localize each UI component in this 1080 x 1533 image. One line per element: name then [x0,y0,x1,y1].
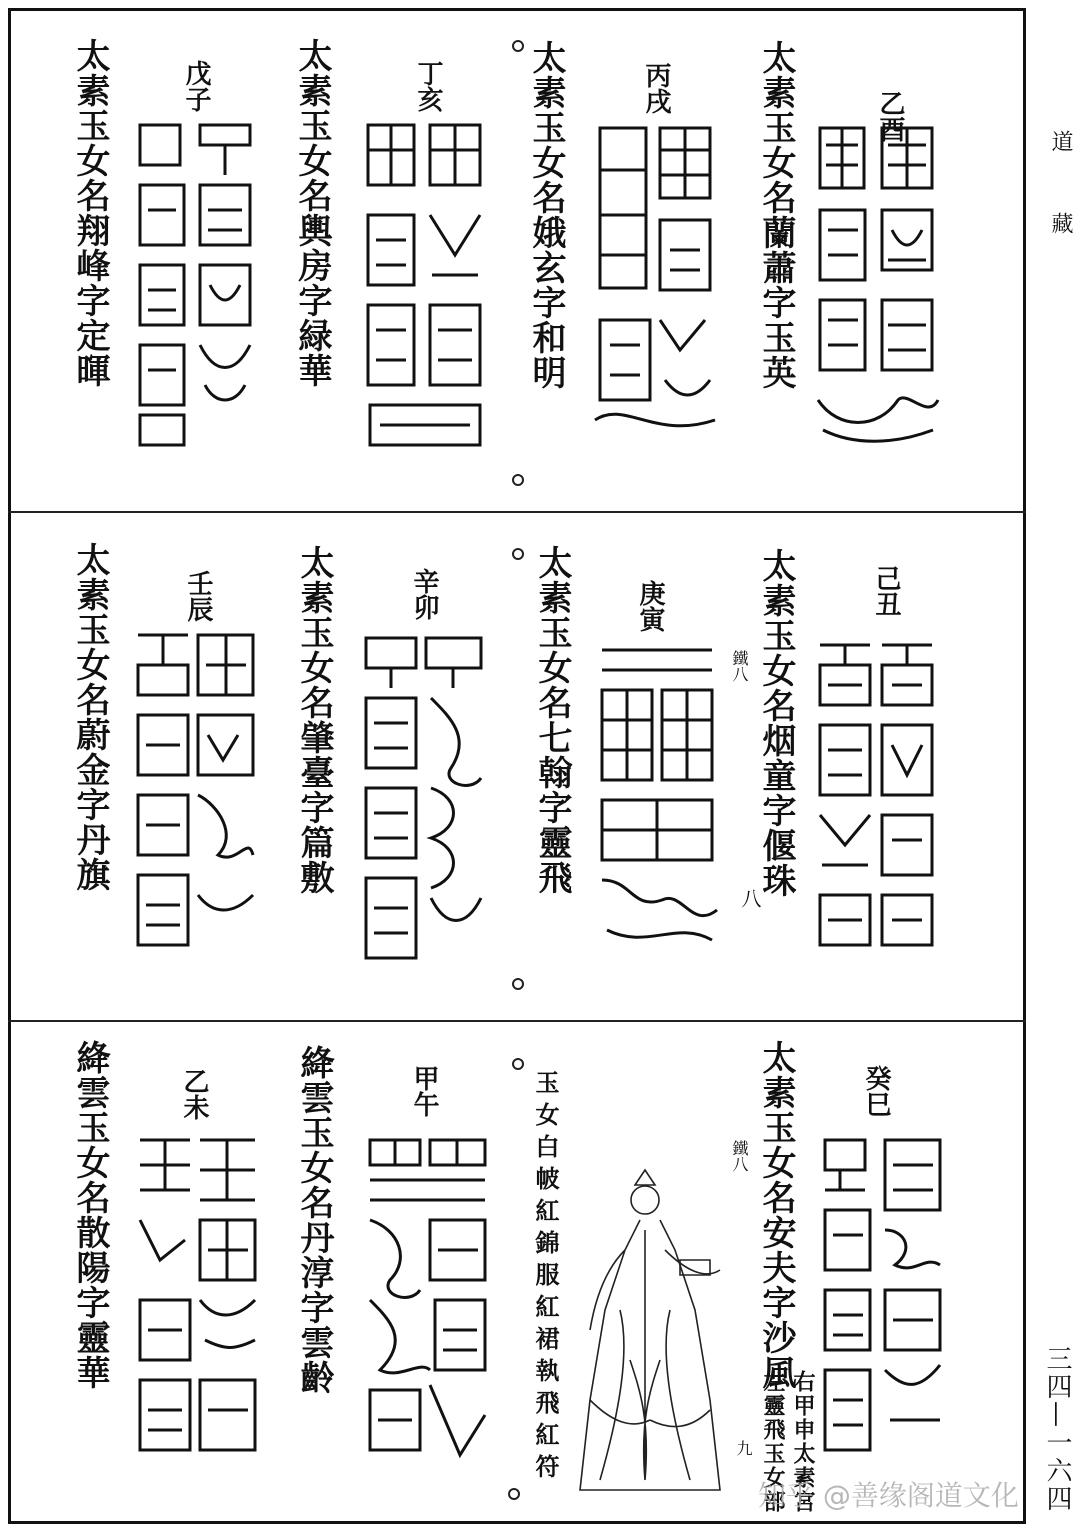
circle-mark [512,40,524,52]
row-divider-2 [8,1020,1026,1022]
column-text: 太素玉女名肇臺字篇敷 [294,545,334,895]
circle-mark [512,978,524,990]
talisman-glyph [815,1130,945,1460]
ganzhi-label: 癸巳 [861,1065,891,1117]
talisman-glyph [360,115,490,450]
ganzhi-label: 乙酉 [875,90,905,142]
talisman-glyph [130,115,260,450]
talisman-glyph [360,1130,495,1460]
talisman-glyph [130,1130,265,1460]
circle-mark [512,1058,524,1070]
ganzhi-label: 辛卯 [409,568,439,620]
column-text: 太素玉女名娥玄字和明 [526,40,566,390]
watermark: 知乎 @善缘阁道文化 [758,1479,1019,1512]
ganzhi-label: 庚寅 [635,580,665,632]
jade-maiden-illustration [560,1160,730,1500]
ganzhi-label: 己丑 [871,565,901,617]
circle-mark [512,548,524,560]
column-text: 絳雲玉女名丹淳字雲齡 [294,1045,334,1395]
ganzhi-label: 戊子 [181,60,211,112]
talisman-glyph [808,120,948,450]
column-text: 太素玉女名烟童字偃珠 [756,548,796,898]
talisman-glyph [812,635,942,955]
column-text: 太素玉女名輿房字緑華 [292,38,332,388]
column-text: 太素玉女名蘭蕭字玉英 [756,40,796,390]
note-small: 九 [734,1440,753,1456]
talisman-glyph [590,120,720,440]
talisman-glyph [356,628,491,963]
ganzhi-label: 乙未 [179,1068,209,1120]
talisman-glyph [128,625,263,955]
figure-caption: 玉女白帔紅錦服紅裙執飛紅符 [531,1070,560,1486]
talisman-glyph [592,640,722,960]
column-text: 太素玉女名安夫字沙風 [756,1040,796,1390]
row-divider-1 [8,511,1026,513]
ganzhi-label: 丙戌 [641,62,671,114]
small-annotation: 鐵八 [730,1140,749,1172]
ganzhi-label: 丁亥 [413,60,443,112]
column-text: 太素玉女名七翰字靈飛 [532,545,572,895]
mark-label: 八 [738,888,762,908]
column-text: 絳雲玉女名散陽字靈華 [70,1040,110,1390]
column-text: 太素玉女名翔峰字定暉 [70,38,110,388]
ganzhi-label: 壬辰 [183,570,213,622]
small-annotation: 鐵八 [730,650,749,682]
note-right: 右甲申太素宮 [790,1370,816,1514]
note-right-2: 左靈飛玉女部 [760,1370,786,1514]
ganzhi-label: 甲午 [409,1065,439,1117]
circle-mark [512,474,524,486]
margin-title: 道藏 [1048,130,1073,294]
column-text: 太素玉女名蔚金字丹旗 [70,542,110,892]
circle-mark [508,1488,520,1500]
page-number: 三四—一六四 [1042,1345,1072,1513]
